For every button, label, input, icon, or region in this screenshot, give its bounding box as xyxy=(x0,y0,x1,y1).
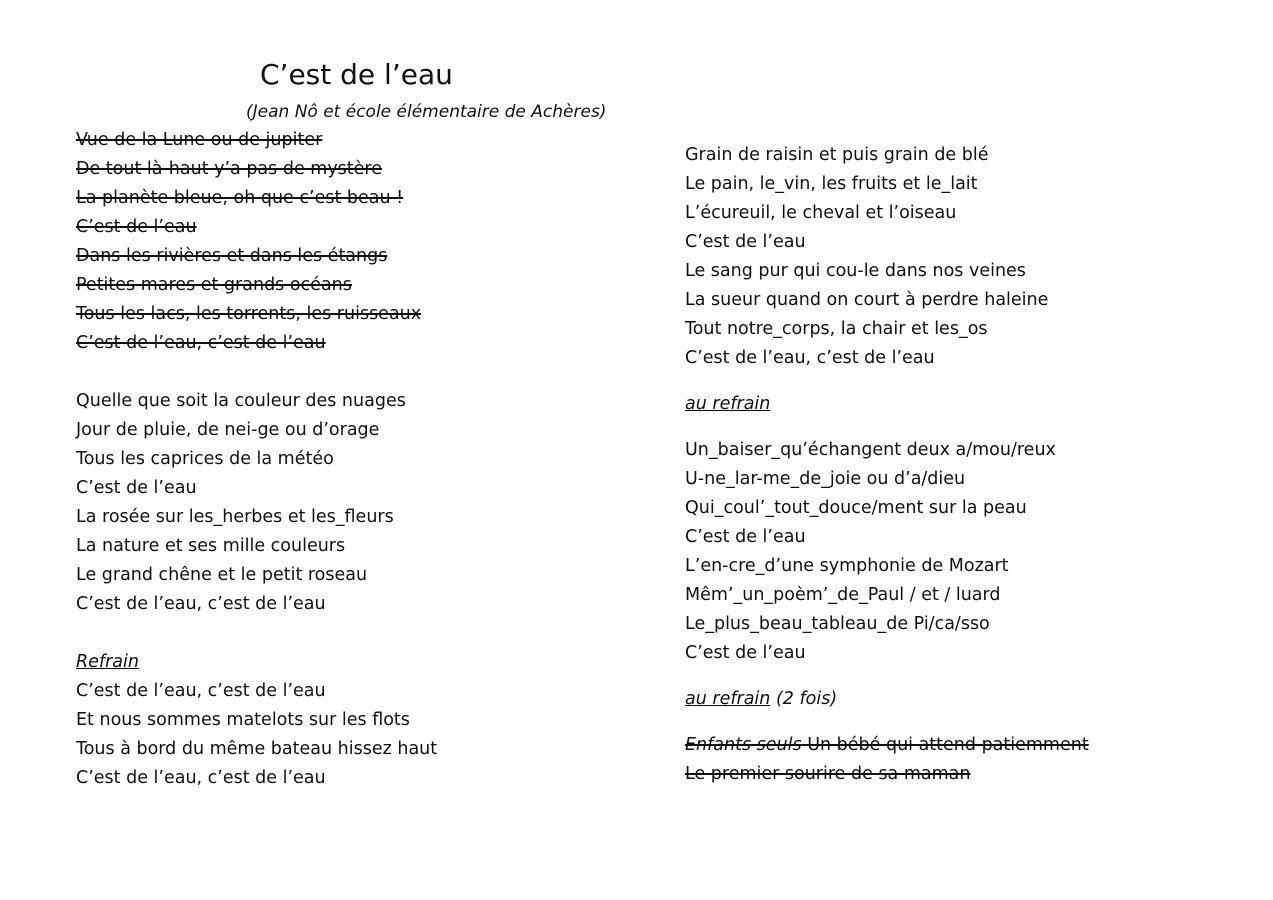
stanza-gap xyxy=(76,358,636,387)
verse-2 xyxy=(76,387,636,619)
verse-4 xyxy=(685,436,1245,668)
verse-line: La planète bleue, oh que c’est beau ! xyxy=(76,188,404,208)
verse-3 xyxy=(685,141,1245,373)
verse-line: La rosée sur les_herbes et les_fleurs xyxy=(76,507,394,527)
verse-line: Vue de la Lune ou de jupiter xyxy=(76,130,323,150)
refrain xyxy=(76,677,636,793)
verse-line: Dans les rivières et dans les étangs xyxy=(76,246,388,266)
right-column xyxy=(685,141,1245,789)
verse-line: Un_baiser_qu’échangent deux a/mou/reux xyxy=(685,440,1056,460)
verse-line: Le premier sourire de sa maman xyxy=(685,764,971,784)
verse-line: Le_plus_beau_tableau_de Pi/ca/sso xyxy=(685,614,990,634)
song-title: C’est de l’eau xyxy=(260,58,453,91)
stanza-gap xyxy=(76,619,636,648)
verse-line: C’est de l’eau, c’est de l’eau xyxy=(76,333,326,353)
verse-line: Quelle que soit la couleur des nuages xyxy=(76,391,406,411)
refrain-line: Tous à bord du même bateau hissez haut xyxy=(76,739,438,759)
verse-line: Qui_coul’_tout_douce/ment sur la peau xyxy=(685,498,1027,518)
refrain-reference-twice xyxy=(685,685,1245,714)
verse-line: C’est de l’eau xyxy=(685,643,806,663)
stanza-gap xyxy=(685,714,1245,731)
refrain-reference: au refrain xyxy=(685,394,771,414)
verse-line: La sueur quand on court à perdre haleine xyxy=(685,290,1049,310)
verse-line: Le sang pur qui cou-le dans nos veines xyxy=(685,261,1026,281)
verse-line: C’est de l’eau, c’est de l’eau xyxy=(76,594,326,614)
verse-line: Petites mares et grands océans xyxy=(76,275,352,295)
refrain-line: C’est de l’eau, c’est de l’eau xyxy=(76,768,326,788)
verse-line: L’en-cre_d’une symphonie de Mozart xyxy=(685,556,1009,576)
verse-1 xyxy=(76,126,636,358)
verse-line: C’est de l’eau xyxy=(685,232,806,252)
refrain-line: Et nous sommes matelots sur les flots xyxy=(76,710,410,730)
verse-line: Tous les caprices de la météo xyxy=(76,449,334,469)
verse-line: C’est de l’eau xyxy=(76,217,197,237)
verse-line xyxy=(685,731,1245,760)
verse-line: L’écureuil, le cheval et l’oiseau xyxy=(685,203,957,223)
verse-line: Le pain, le_vin, les fruits et le_lait xyxy=(685,174,978,194)
performer-note: Enfants seuls xyxy=(685,735,802,755)
verse-line: Grain de raisin et puis grain de blé xyxy=(685,145,989,165)
verse-line: Le grand chêne et le petit roseau xyxy=(76,565,368,585)
verse-line: La nature et ses mille couleurs xyxy=(76,536,346,556)
verse-line: Tout notre_corps, la chair et les_os xyxy=(685,319,988,339)
verse-line: U-ne_lar-me_de_joie ou d’a/dieu xyxy=(685,469,966,489)
refrain-heading: Refrain xyxy=(76,652,139,672)
left-column xyxy=(76,126,636,793)
refrain-reference: au refrain xyxy=(685,689,771,709)
verse-line: C’est de l’eau, c’est de l’eau xyxy=(685,348,935,368)
verse-line-text: Un bébé qui attend patiemment xyxy=(801,735,1089,755)
refrain-line: C’est de l’eau, c’est de l’eau xyxy=(76,681,326,701)
verse-line: Mêm’_un_poèm’_de_Paul / et / luard xyxy=(685,585,1001,605)
repeat-note: (2 fois) xyxy=(775,689,838,709)
verse-line: C’est de l’eau xyxy=(685,527,806,547)
verse-line: Jour de pluie, de nei-ge ou d’orage xyxy=(76,420,380,440)
verse-line: C’est de l’eau xyxy=(76,478,197,498)
stanza-gap xyxy=(685,668,1245,685)
stanza-gap xyxy=(685,419,1245,436)
verse-line: De tout là-haut y’a pas de mystère xyxy=(76,159,383,179)
song-subtitle: (Jean Nô et école élémentaire de Achères) xyxy=(246,102,607,122)
stanza-gap xyxy=(685,373,1245,390)
verse-line: Tous les lacs, les torrents, les ruisseaux xyxy=(76,304,422,324)
